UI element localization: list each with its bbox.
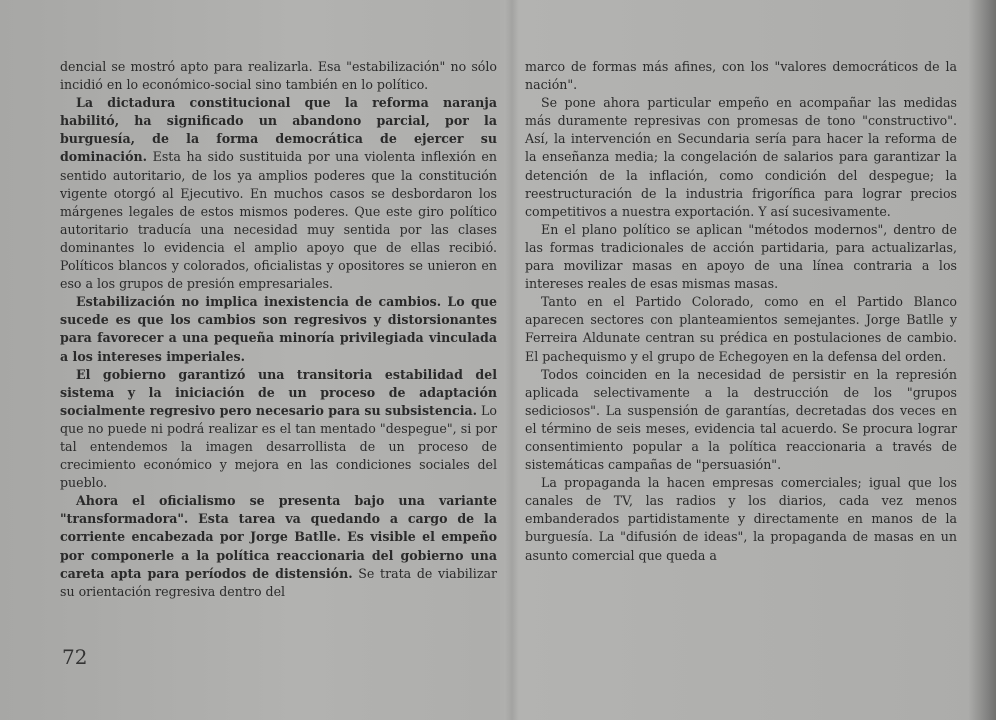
paragraph [60,492,497,601]
paragraph [60,293,497,365]
bold-text: El gobierno garantizó una transitoria estabilidad del sistema y la iniciación de un proceso de adaptación socialmente regresivo pero necesario para su subsistencia. [60,366,497,418]
page-edge-shadow [968,0,996,720]
paragraph [60,366,497,493]
paragraph [60,94,497,293]
bold-text: Ahora el oficialismo se presenta bajo una variante "transformadora". Esta tarea va quedando a cargo de la corriente encabezada por Jorge Batlle. Es visible el empeño por componerle a la política reaccionaria del gobierno una careta apta para períodos de distensión. [60,493,497,581]
page-gutter [505,0,519,720]
left-column [60,58,497,601]
paragraph: Todos coinciden en la necesidad de persistir en la represión aplicada selectivamente a la destrucción de los "grupos sediciosos". La suspensión de garantías, decretadas dos veces en el término de seis meses, evidencia tal acuerdo. Se procura lograr consentimiento popular a la política reaccionaria a través de sistemáticas campañas de "persuasión". [525,366,957,473]
body-text: Esta ha sido sustituida por una violenta inflexión en sentido autoritario, de los ya amplios poderes que la constitución vigente otorgó al Ejecutivo. En muchos casos se desbordaron los márgenes legales de estos mismos poderes. Que este giro político autoritario traducía una necesidad muy sentida por las clases dominantes lo evidencia el amplio apoyo que de ellas recibió. Políticos blancos y colorados, oficialistas y opositores se unieron en eso a los grupos de presión empresariales. [60,149,497,292]
bold-text: Estabilización no implica inexistencia de cambios. Lo que sucede es que los cambios son regresivos y distorsionantes para favorecer a una pequeña minoría privilegiada vinculada a los intereses imperiales. [60,294,497,364]
body-text: Se trata de viabilizar su orientación regresiva dentro del [60,565,497,599]
paragraph: Se pone ahora particular empeño en acompañar las medidas más duramente represivas con promesas de tono "constructivo". Así, la intervención en Secundaria sería para hacer la reforma de la enseñanza media; la congelación de salarios para garantizar la detención de la inflación, como condición del despegue; la reestructuración de la industria frigorífica para lograr precios competitivos a nuestra exportación. Y así sucesivamente. [525,95,957,219]
paragraph: marco de formas más afines, con los "valores democráticos de la nación". [525,59,957,93]
paragraph: Tanto en el Partido Colorado, como en el Partido Blanco aparecen sectores con planteamientos semejantes. Jorge Batlle y Ferreira Aldunate centran su prédica en postulaciones de cambio. El pachequismo y el grupo de Echegoyen en la defensa del orden. [525,294,957,364]
paragraph: La propaganda la hacen empresas comerciales; igual que los canales de TV, las radios y los diarios, cada vez menos embanderados partidistamente y directamente en manos de la burguesía. La "difusión de ideas", la propaganda de masas en un asunto comercial que queda a [525,475,957,563]
body-text: Lo que no puede ni podrá realizar es el tan mentado "despegue", si por tal entendemos la imagen desarrollista de un proceso de crecimiento económico y mejora en las condiciones sociales del pueblo. [60,402,497,491]
bold-text: La dictadura constitucional que la reforma naranja habilitó, ha significado un abandono parcial, por la burguesía, de la forma democrática de ejercer su dominación. [60,95,497,165]
right-column [525,58,957,565]
page-number: 72 [62,645,88,669]
paragraph: En el plano político se aplican "métodos modernos", dentro de las formas tradicionales de acción partidaria, para actualizarlas, para movilizar masas en apoyo de una línea contraria a los intereses reales de esas mismas masas. [525,221,957,292]
paragraph: dencial se mostró apto para realizarla. Esa "estabilización" no sólo incidió en lo económico-social sino también en lo político. [60,59,497,93]
